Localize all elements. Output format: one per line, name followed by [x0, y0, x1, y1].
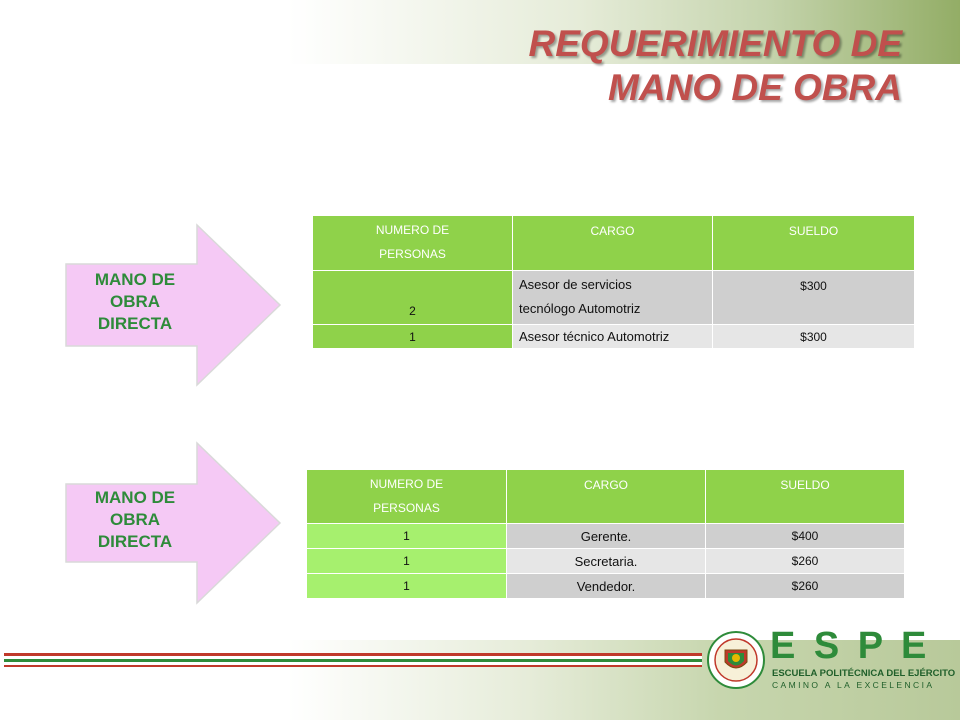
header-numero-personas: [307, 470, 507, 524]
cell-cargo: [513, 271, 713, 325]
table-row: [307, 524, 905, 549]
cell-cargo: Gerente.: [507, 524, 706, 549]
arrow-label-line: OBRA: [109, 292, 161, 311]
table-header-row: [307, 470, 905, 524]
header-sueldo: SUELDO: [706, 470, 905, 524]
cell-numero: 1: [307, 574, 507, 599]
table-row: [313, 271, 915, 325]
cell-numero: 2: [313, 271, 513, 325]
arrow-label-line: DIRECTA: [97, 532, 173, 551]
staff-table-1: [312, 215, 915, 349]
slide-title: [302, 22, 902, 110]
cell-sueldo: $400: [706, 524, 905, 549]
cell-cargo: Vendedor.: [507, 574, 706, 599]
table-row: [307, 549, 905, 574]
arrow-label-line: DIRECTA: [97, 314, 173, 333]
stripe-red: [4, 665, 702, 667]
cell-numero: 1: [313, 325, 513, 349]
header-text: NUMERO DE: [375, 223, 450, 237]
espe-logo: [706, 625, 956, 692]
header-text: NUMERO DE: [369, 477, 444, 491]
arrow-label-line: OBRA: [109, 510, 161, 529]
cell-text: Asesor de servicios: [519, 277, 632, 292]
header-cargo: CARGO: [513, 216, 713, 271]
header-text: PERSONAS: [379, 247, 446, 261]
espe-name: ESCUELA POLITÉCNICA DEL EJÉRCITO: [772, 668, 956, 679]
slide-title-line1: REQUERIMIENTO DE: [528, 23, 902, 64]
cell-cargo: Asesor técnico Automotriz: [513, 325, 713, 349]
table-row: [307, 574, 905, 599]
espe-seal-icon: [706, 630, 766, 690]
arrow-label-1: [60, 269, 210, 335]
arrow-label-2: [60, 487, 210, 553]
footer-stripes: [4, 653, 702, 667]
arrow-label-line: MANO DE: [94, 488, 176, 507]
cell-sueldo: $260: [706, 549, 905, 574]
table-header-row: [313, 216, 915, 271]
header-numero-personas: [313, 216, 513, 271]
cell-cargo: Secretaria.: [507, 549, 706, 574]
cell-sueldo: $260: [706, 574, 905, 599]
cell-sueldo: $300: [713, 325, 915, 349]
cell-sueldo: $300: [713, 271, 915, 325]
slide-title-line2: MANO DE OBRA: [608, 67, 902, 108]
cell-numero: 1: [307, 524, 507, 549]
arrow-label-line: MANO DE: [94, 270, 176, 289]
arrow-shape-1: [60, 222, 285, 387]
cell-text: tecnólogo Automotriz: [519, 301, 641, 316]
header-sueldo: SUELDO: [713, 216, 915, 271]
header-text: PERSONAS: [373, 501, 440, 515]
cell-numero: 1: [307, 549, 507, 574]
staff-table-2: [306, 469, 905, 599]
arrow-shape-2: [60, 440, 285, 605]
espe-letters: E S P E: [770, 625, 931, 667]
table-row: [313, 325, 915, 349]
espe-slogan: CAMINO A LA EXCELENCIA: [772, 680, 935, 690]
header-cargo: CARGO: [507, 470, 706, 524]
